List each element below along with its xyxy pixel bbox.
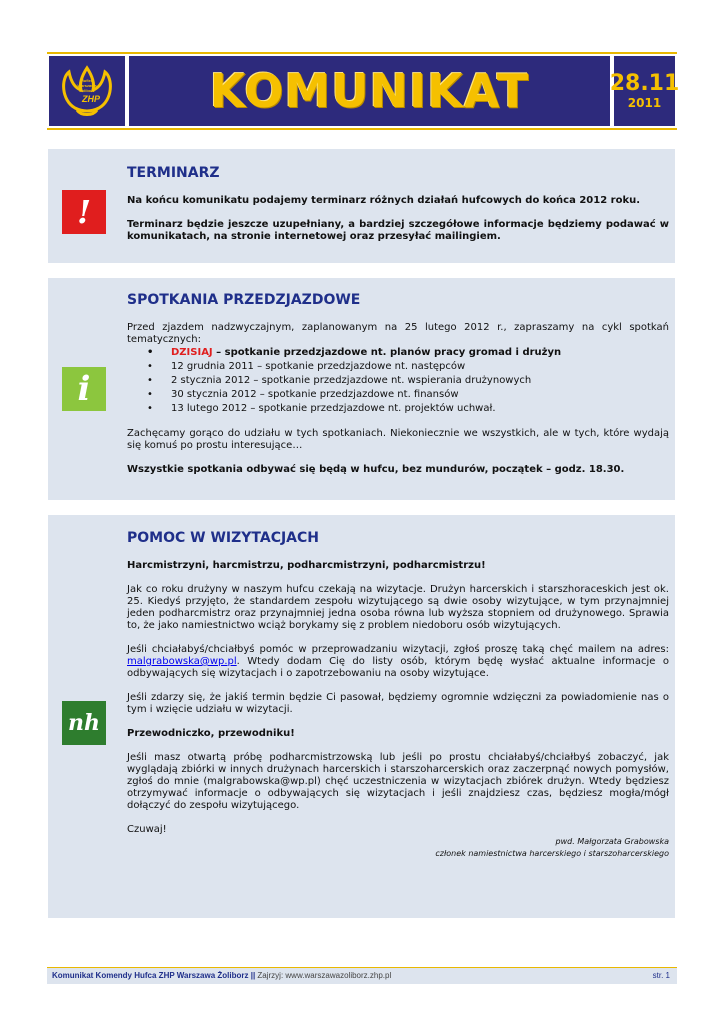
- nh-icon: nh: [62, 701, 106, 745]
- page-title: KOMUNIKAT: [209, 64, 530, 118]
- heading-spotkania: SPOTKANIA PRZEDZJAZDOWE: [127, 292, 361, 308]
- spotkania-encourage: Zachęcamy gorąco do udziału w tych spotkaniach. Niekoniecznie we wszystkich, ale w tych, które wydają się komuś po prostu interesujące…: [127, 428, 669, 451]
- pomoc-paragraph-2: [127, 644, 669, 680]
- pomoc-closing: Czuwaj!: [127, 824, 167, 835]
- pomoc-paragraph-1: Jak co roku drużyny w naszym hufcu czekają na wizytacje. Drużyn harcerskich i starszhoraceskich jest ok. 25. Kiedyś przyjęto, że standardem zespołu wizytującego są dwie osoby wizytujące, w tym przynajmniej jeden podharcmistrz oraz przynajmniej jedna osoba równa lub wyższa stopniem od drużynowego. Sprawia to, że jako namiestnictwo wciąż borykamy się z problem niedoboru osób wizytujących.: [127, 584, 669, 631]
- title-box: [129, 56, 610, 126]
- section-spotkania: [48, 278, 675, 500]
- svg-text:ZHP: ZHP: [82, 94, 100, 104]
- date-box: [609, 56, 680, 126]
- footer-separator: ||: [248, 971, 258, 980]
- list-item-text: – spotkanie przedzjazdowe nt. planów pracy gromad i drużyn: [212, 347, 562, 358]
- header-bottom-rule: [47, 128, 677, 130]
- list-item: [127, 346, 669, 360]
- pomoc-greeting-2: Przewodniczko, przewodniku!: [127, 728, 295, 739]
- spotkania-info: Wszystkie spotkania odbywać się będą w hufcu, bez mundurów, początek – godz. 18.30.: [127, 464, 625, 475]
- signature-role: członek namiestnictwa harcerskiego i starszoharcerskiego: [435, 849, 669, 858]
- terminarz-paragraph-1: Na końcu komunikatu podajemy terminarz różnych działań hufcowych do końca 2012 roku.: [127, 195, 641, 206]
- pomoc-paragraph-3: Jeśli zdarzy się, że jakiś termin będzie Ci pasował, będziemy ogromnie wdzięczni za powiadomienie nas o tym i wzięcie udziału w wizytacji.: [127, 692, 669, 715]
- spotkania-intro: Przed zjazdem nadzwyczajnym, zaplanowanym na 25 lutego 2012 r., zapraszamy na cykl spotkań tematycznych:: [127, 322, 669, 345]
- section-pomoc: [48, 515, 675, 918]
- info-icon: i: [62, 367, 106, 411]
- header-banner: [47, 52, 680, 130]
- pomoc-p2-end: . Wtedy dodam Cię do listy osób, którym będę wysłać aktualne informacje o odbywających się wizytacjach i o zapotrzebowaniu na osoby wizytujące.: [127, 656, 669, 679]
- date-day: 28.11: [609, 71, 680, 96]
- date-year: 2011: [627, 96, 662, 110]
- svg-text:Warszawa: Warszawa: [77, 83, 97, 88]
- today-label: DZISIAJ: [171, 347, 213, 358]
- zhp-lily-icon: [49, 56, 125, 126]
- terminarz-paragraph-2: Terminarz będzie jeszcze uzupełniany, a bardziej szczegółowe informacje będziemy podawać w komunikatach, na stronie internetowej oraz przesyłać mailingiem.: [127, 219, 669, 242]
- meeting-list: [127, 346, 669, 416]
- list-item: • 13 lutego 2012 – spotkanie przedzjazdowe nt. projektów uchwał.: [127, 402, 669, 416]
- list-item: • 30 stycznia 2012 – spotkanie przedzjazdowe nt. finansów: [127, 388, 669, 402]
- svg-text:Żoliborz: Żoliborz: [79, 88, 95, 93]
- footer-website: Zajrzyj: www.warszawazoliborz.zhp.pl: [257, 971, 392, 980]
- section-terminarz: [48, 149, 675, 263]
- heading-terminarz: TERMINARZ: [127, 165, 220, 181]
- list-item: • 12 grudnia 2011 – spotkanie przedzjazdowe nt. następców: [127, 360, 669, 374]
- page-number: str. 1: [652, 971, 670, 980]
- pomoc-paragraph-4: Jeśli masz otwartą próbę podharcmistrzowską lub jeśli po prostu chciałabyś/chciałbyś zobaczyć, jak wyglądają zbiórki w innych drużynach harcerskich i starszoharcerskich oraz zaczerpnąć nowych pomysłów, zgłoś do mnie (malgrabowska@wp.pl) chęć uczestniczenia w wizytacjach zbiórek drużyn. Wtedy będziesz otrzymywać informacje o odbywających się wizytacjach i jeśli znajdziesz czas, będziesz mogła/mógł dołączyć do zespołu wizytującego.: [127, 752, 669, 811]
- svg-text:Hufiec: Hufiec: [80, 78, 94, 83]
- list-item: • 2 stycznia 2012 – spotkanie przedzjazdowe nt. wspierania drużynowych: [127, 374, 669, 388]
- pomoc-greeting: Harcmistrzyni, harcmistrzu, podharcmistrzyni, podharcmistrzu!: [127, 560, 486, 571]
- exclamation-icon: !: [62, 190, 106, 234]
- signature-name: pwd. Małgorzata Grabowska: [555, 837, 669, 846]
- header-top-rule: [47, 52, 677, 54]
- zhp-logo: [49, 56, 125, 126]
- heading-pomoc: POMOC W WIZYTACJACH: [127, 530, 320, 546]
- footer-text: [52, 968, 391, 984]
- footer-title: Komunikat Komendy Hufca ZHP Warszawa Żoliborz: [52, 971, 249, 980]
- email-link[interactable]: malgrabowska@wp.pl: [127, 656, 237, 667]
- pomoc-p2-start: Jeśli chciałabyś/chciałbyś pomóc w przeprowadzaniu wizytacji, zgłoś proszę taką chęć mailem na adres:: [127, 644, 669, 655]
- page-footer: [47, 967, 677, 984]
